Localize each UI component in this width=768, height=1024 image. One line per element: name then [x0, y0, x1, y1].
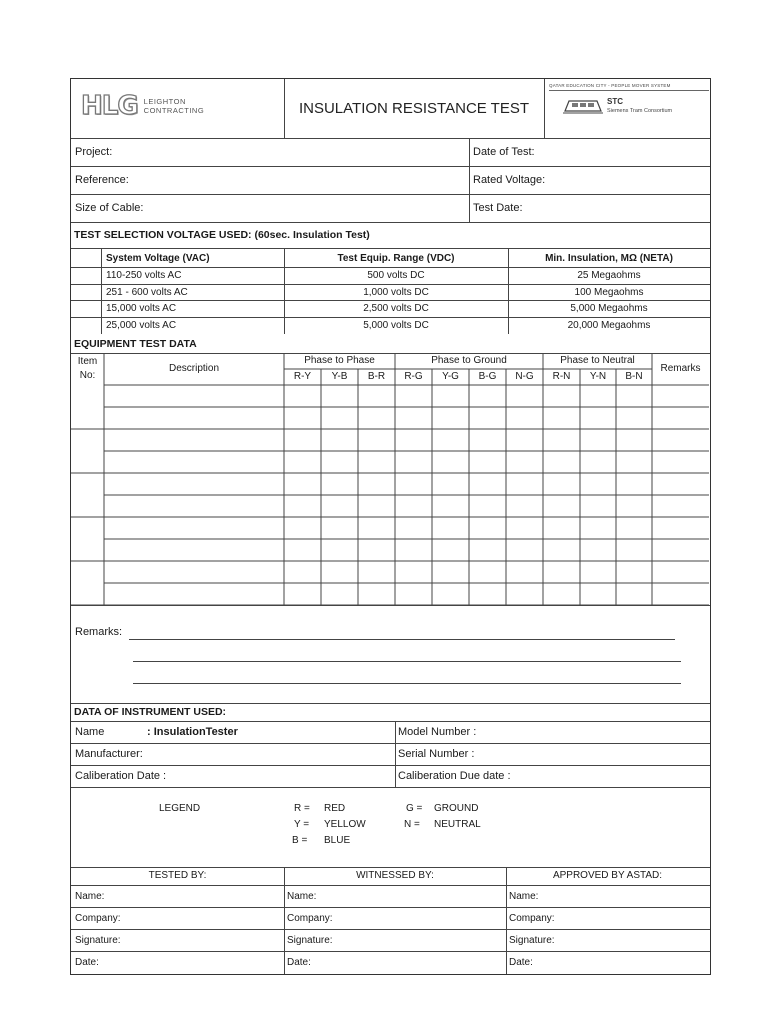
legend-ground: GROUND: [434, 803, 479, 814]
test-selection-title: TEST SELECTION VOLTAGE USED: (60sec. Insulation Test): [74, 229, 370, 241]
witnessed-signature-label: Signature:: [287, 935, 333, 946]
description-header: Description: [168, 363, 220, 374]
insulation-test-form: [70, 78, 711, 975]
subheader-r-y: R-Y: [293, 371, 312, 382]
tested-name-label: Name:: [75, 891, 105, 902]
approved-by-header: APPROVED BY ASTAD:: [552, 870, 663, 881]
witnessed-name-label: Name:: [287, 891, 317, 902]
equipment-test-data-title: EQUIPMENT TEST DATA: [74, 338, 197, 350]
remarks-section: [71, 606, 710, 704]
tested-signature-label: Signature:: [75, 935, 121, 946]
grid-lines: [71, 354, 709, 606]
legend-title: LEGEND: [159, 803, 201, 814]
approved-name-label: Name:: [509, 891, 539, 902]
tested-date-label: Date:: [75, 957, 99, 968]
calibration-date-label: Caliberation Date :: [75, 770, 167, 782]
instrument-title: DATA OF INSTRUMENT USED:: [74, 706, 227, 718]
logo-mark: HLG: [81, 91, 138, 121]
table-row: 15,000 volts AC 2,500 volts DC 5,000 Megaohms: [71, 301, 710, 318]
stc-subtitle: Siemens Tram Consortium: [607, 108, 673, 114]
test-selection-table: [71, 249, 710, 334]
subheader-r-n: R-N: [552, 371, 571, 382]
legend-blue: BLUE: [324, 835, 351, 846]
item-label: Item: [77, 356, 98, 367]
manufacturer-label: Manufacturer:: [75, 748, 143, 760]
subheader-r-g: R-G: [404, 371, 423, 382]
legend-neutral: NEUTRAL: [434, 819, 481, 830]
calibration-due-label: Caliberation Due date :: [398, 770, 511, 782]
item-no-label: No:: [79, 370, 96, 381]
date-of-test-label: Date of Test:: [473, 146, 535, 158]
approved-company-label: Company:: [509, 913, 555, 924]
size-of-cable-label: Size of Cable:: [75, 202, 144, 214]
instrument-name-value: : InsulationTester: [147, 726, 238, 738]
witnessed-by-header: WITNESSED BY:: [356, 870, 434, 881]
logo-line-1: LEIGHTON: [143, 97, 186, 106]
hlg-logo: [81, 91, 204, 121]
witnessed-company-label: Company:: [287, 913, 333, 924]
phase-to-neutral-header: Phase to Neutral: [560, 355, 635, 366]
remarks-line-1[interactable]: [129, 639, 675, 640]
remarks-header: Remarks: [660, 363, 701, 374]
project-label: Project:: [75, 146, 113, 158]
model-number-label: Model Number :: [398, 726, 477, 738]
approved-date-label: Date:: [509, 957, 533, 968]
table-row: 110-250 volts AC 500 volts DC 25 Megaohms: [71, 268, 710, 285]
legend-yellow: YELLOW: [324, 819, 366, 830]
tram-icon: [563, 97, 603, 115]
test-date-label: Test Date:: [473, 202, 523, 214]
remarks-line-2[interactable]: [133, 661, 681, 662]
subheader-y-n: Y-N: [589, 371, 607, 382]
document-title: INSULATION RESISTANCE TEST: [298, 100, 530, 117]
phase-to-phase-header: Phase to Phase: [304, 355, 375, 366]
subheader-n-g: N-G: [515, 371, 534, 382]
approved-signature-label: Signature:: [509, 935, 555, 946]
witnessed-date-label: Date:: [287, 957, 311, 968]
rated-voltage-label: Rated Voltage:: [473, 174, 546, 186]
subheader-b-n: B-N: [625, 371, 643, 382]
remarks-line-3[interactable]: [133, 683, 681, 684]
col-test-equip-range: Test Equip. Range (VDC): [337, 253, 455, 264]
remarks-label: Remarks:: [75, 626, 123, 638]
tested-by-header: TESTED BY:: [148, 870, 207, 881]
stc-logo: [549, 83, 709, 114]
form-header: [71, 79, 710, 139]
reference-label: Reference:: [75, 174, 129, 186]
tested-company-label: Company:: [75, 913, 121, 924]
legend-red: RED: [324, 803, 346, 814]
col-min-insulation: Min. Insulation, MΩ (NETA): [545, 253, 673, 264]
subheader-y-b: Y-B: [331, 371, 348, 382]
logo-line-2: CONTRACTING: [143, 106, 205, 115]
legend-section: LEGEND R = RED Y = YELLOW B = BLUE G = GROUND N = NEUTRAL: [71, 788, 710, 868]
table-row: 25,000 volts AC 5,000 volts DC 20,000 Megaohms: [71, 318, 710, 335]
phase-to-ground-header: Phase to Ground: [431, 355, 507, 366]
equipment-test-grid: [71, 354, 710, 606]
project-caption: QATAR EDUCATION CITY - PEOPLE MOVER SYSTEM: [549, 83, 709, 91]
table-row: 251 - 600 volts AC 1,000 volts DC 100 Megaohms: [71, 285, 710, 302]
instrument-name-label: Name: [75, 726, 105, 738]
subheader-b-r: B-R: [367, 371, 386, 382]
serial-number-label: Serial Number :: [398, 748, 475, 760]
col-system-voltage: System Voltage (VAC): [106, 253, 210, 264]
stc-brand: STC: [607, 97, 623, 106]
signoff-header: [71, 868, 710, 886]
subheader-b-g: B-G: [478, 371, 497, 382]
subheader-y-g: Y-G: [442, 371, 459, 382]
